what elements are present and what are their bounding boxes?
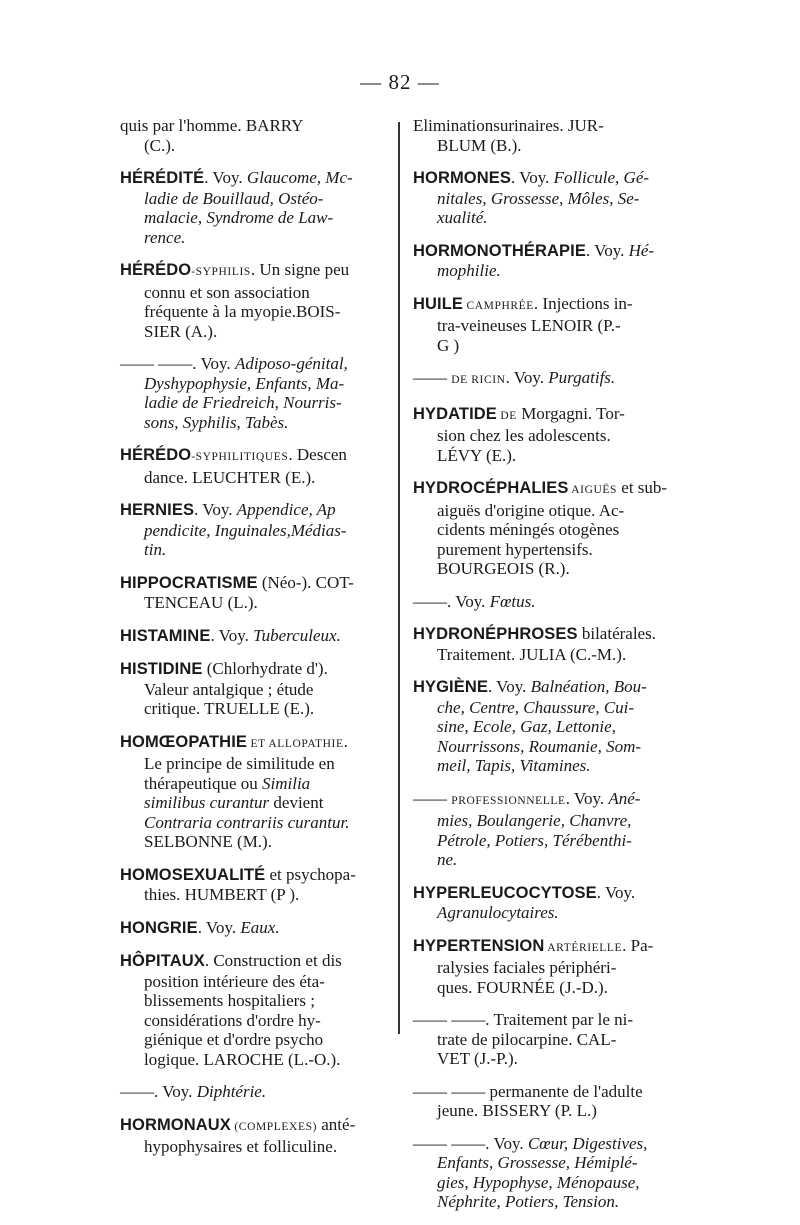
- entry-text: bilatérales.: [577, 624, 656, 643]
- entry-text: ques. FOURNÉE (J.-D.).: [437, 977, 608, 997]
- entry-reference: gies, Hypophyse, Ménopause,: [437, 1172, 640, 1192]
- entry-text: thérapeutique ou: [144, 773, 263, 793]
- entry-text: . Voy.: [510, 168, 554, 187]
- entry-line: [413, 1101, 693, 1121]
- entry-reference: Diphtérie.: [196, 1082, 267, 1101]
- entry-line: [413, 756, 693, 776]
- entry-text: PROFESSIONNELLE: [451, 794, 566, 807]
- entry-line: [413, 168, 693, 189]
- index-entry: [413, 1082, 693, 1121]
- index-entry: [120, 659, 392, 719]
- entry-text: . Descen: [288, 445, 347, 464]
- entry-text: —— ——. Voy.: [413, 1133, 528, 1153]
- entry-text: . Voy.: [585, 240, 629, 260]
- entry-headword: HIPPOCRATISME: [120, 573, 258, 592]
- entry-reference: sons, Syphilis, Tabès.: [144, 412, 289, 432]
- entry-line: [413, 1049, 693, 1069]
- entry-line: [120, 260, 392, 283]
- entry-headword: HÉRÉDO: [120, 446, 192, 464]
- entry-reference: similibus curantur: [144, 793, 270, 812]
- entry-line: [413, 811, 693, 831]
- entry-text: CAMPHRÉE: [463, 299, 534, 312]
- entry-line: [120, 813, 392, 833]
- entry-text: quis par l'homme. BARRY: [120, 116, 304, 135]
- entry-line: [413, 559, 693, 579]
- entry-line: [120, 374, 392, 394]
- entry-headword: HYDROCÉPHALIES: [413, 479, 569, 497]
- index-entry: [120, 260, 392, 341]
- entry-reference: Balnéation, Bou-: [530, 677, 647, 696]
- entry-reference: meil, Tapis, Vitamines.: [437, 756, 591, 775]
- entry-text: Traitement. JULIA (C.-M.).: [437, 644, 627, 664]
- entry-line: [413, 426, 693, 446]
- entry-text: -SYPHILIS: [191, 266, 251, 278]
- entry-line: [120, 754, 392, 774]
- entry-line: [413, 1134, 693, 1154]
- entry-text: anté-: [317, 1114, 356, 1134]
- entry-reference: ne.: [437, 850, 458, 869]
- entry-headword: HUILE: [413, 294, 463, 313]
- entry-line: [120, 1137, 392, 1157]
- entry-text: sion chez les adolescents.: [437, 426, 611, 445]
- entry-headword: HISTAMINE: [120, 626, 211, 645]
- entry-headword: HOMŒOPATHIE: [120, 732, 247, 751]
- entry-text: BOURGEOIS (R.).: [437, 559, 570, 578]
- entry-line: [120, 500, 392, 521]
- entry-headword: HORMONAUX: [120, 1115, 231, 1134]
- entry-headword: HÉRÉDITÉ: [120, 169, 205, 187]
- entry-line: [120, 354, 392, 374]
- entry-text: DE RICIN: [451, 374, 506, 386]
- entry-reference: mophilie.: [437, 261, 501, 280]
- index-entry: [120, 116, 392, 155]
- entry-line: [120, 322, 392, 342]
- entry-text: BLUM (B.).: [437, 135, 522, 155]
- entry-line: [120, 228, 392, 248]
- entry-line: [413, 261, 693, 281]
- right-column: [413, 116, 693, 1225]
- entry-text: thies. HUMBERT (P ).: [144, 885, 300, 904]
- entry-text: . Voy.: [194, 500, 237, 519]
- index-entry: [413, 478, 693, 579]
- entry-text: ——: [413, 368, 452, 387]
- entry-line: [120, 116, 392, 136]
- entry-line: [120, 468, 392, 488]
- entry-text: cidents méningés otogènes: [437, 520, 620, 539]
- entry-text: .: [343, 731, 348, 751]
- entry-headword: HYPERLEUCOCYTOSE: [413, 883, 597, 902]
- index-entry: [413, 592, 693, 612]
- entry-reference: Similia: [262, 773, 311, 793]
- index-entry: [413, 1010, 693, 1069]
- entry-text: VET (J.-P.).: [437, 1049, 518, 1068]
- entry-text: ——. Voy.: [120, 1082, 197, 1101]
- entry-line: [413, 677, 693, 698]
- entry-line: [413, 368, 693, 391]
- entry-reference: Adiposo-génital,: [234, 354, 348, 373]
- entry-line: [120, 991, 392, 1011]
- entry-line: [413, 540, 693, 560]
- entry-text: purement hypertensifs.: [437, 539, 593, 559]
- index-entry: [120, 354, 392, 432]
- entry-reference: Nourrissons, Roumanie, Som-: [437, 736, 642, 756]
- entry-text: TENCEAU (L.).: [144, 593, 258, 612]
- entry-reference: rence.: [144, 227, 186, 247]
- entry-line: [413, 831, 693, 851]
- entry-text: (Chlorhydrate d').: [202, 659, 328, 678]
- entry-text: —— ——. Voy.: [120, 354, 235, 373]
- entry-text: . Pa-: [622, 935, 654, 955]
- entry-headword: HONGRIE: [120, 918, 198, 937]
- entry-line: [413, 1082, 693, 1102]
- index-entry: [120, 168, 392, 247]
- entry-line: [120, 445, 392, 468]
- entry-text: (COMPLEXES): [230, 1120, 318, 1133]
- entry-line: [413, 789, 693, 812]
- entry-text: Eliminationsurinaires. JUR-: [413, 116, 604, 135]
- entry-reference: Néphrite, Potiers, Tension.: [437, 1192, 620, 1211]
- index-entry: [120, 1115, 392, 1157]
- entry-line: [413, 404, 693, 427]
- entry-text: devient: [269, 793, 324, 812]
- entry-text: hypophysaires et folliculine.: [144, 1137, 338, 1156]
- entry-text: . Voy.: [505, 368, 549, 387]
- entry-text: trate de pilocarpine. CAL-: [437, 1029, 617, 1049]
- index-entry: [413, 168, 693, 228]
- entry-reference: nitales, Grossesse, Môles, Se-: [437, 188, 640, 208]
- entry-line: [120, 832, 392, 852]
- entry-line: [120, 774, 392, 794]
- entry-line: [120, 189, 392, 209]
- entry-text: . Voy.: [197, 917, 241, 937]
- entry-reference: Contraria contrariis curantur.: [144, 812, 350, 832]
- entry-reference: mies, Boulangerie, Chanvre,: [437, 811, 632, 830]
- index-entry: [120, 500, 392, 560]
- entry-text: logique. LAROCHE (L.-O.).: [144, 1049, 341, 1069]
- index-entry: [120, 445, 392, 487]
- entry-line: [120, 393, 392, 413]
- entry-reference: Hé-: [628, 240, 655, 260]
- entry-line: [120, 972, 392, 992]
- entry-headword: HYDRONÉPHROSES: [413, 625, 578, 643]
- entry-text: . Voy.: [596, 882, 636, 902]
- entry-text: connu et son association: [144, 282, 310, 302]
- entry-line: [413, 1153, 693, 1173]
- entry-line: [413, 208, 693, 228]
- entry-text: SELBONNE (M.).: [144, 832, 272, 851]
- entry-text: . Voy.: [487, 677, 531, 696]
- entry-reference: che, Centre, Chaussure, Cui-: [437, 697, 635, 717]
- entry-line: [120, 540, 392, 560]
- entry-line: [120, 659, 392, 680]
- entry-line: [120, 699, 392, 719]
- index-entry: [120, 1082, 392, 1102]
- entry-line: [120, 283, 392, 303]
- entry-line: [413, 116, 693, 136]
- left-column: [120, 116, 392, 1170]
- entry-reference: Fœtus.: [489, 591, 536, 611]
- entry-headword: HYPERTENSION: [413, 936, 545, 955]
- entry-text: dance. LEUCHTER (E.).: [144, 467, 316, 487]
- entry-line: [413, 978, 693, 998]
- entry-line: [413, 624, 693, 645]
- entry-headword: HÉRÉDO: [120, 261, 192, 279]
- entry-text: —— —— permanente de l'adulte: [413, 1081, 643, 1101]
- entry-line: [120, 302, 392, 322]
- entry-line: [413, 136, 693, 156]
- index-entry: [413, 624, 693, 664]
- entry-line: [413, 189, 693, 209]
- entry-line: [413, 717, 693, 737]
- entry-text: G ): [437, 335, 460, 355]
- index-entry: [120, 918, 392, 939]
- entry-reference: Glaucome, Mc-: [246, 168, 353, 187]
- entry-line: [413, 316, 693, 336]
- entry-line: [413, 336, 693, 356]
- entry-line: [413, 1192, 693, 1212]
- entry-text: -SYPHILITIQUES: [191, 451, 289, 463]
- entry-text: jeune. BISSERY (P. L.): [437, 1101, 597, 1120]
- entry-line: [120, 732, 392, 755]
- entry-reference: ladie de Friedreich, Nourris-: [144, 393, 342, 412]
- entry-line: [120, 1115, 392, 1138]
- index-entry: [120, 865, 392, 905]
- entry-reference: malacie, Syndrome de Law-: [144, 208, 334, 227]
- entry-text: . Injections in-: [533, 293, 633, 313]
- entry-line: [413, 883, 693, 904]
- entry-text: Valeur antalgique ; étude: [144, 679, 314, 699]
- entry-line: [413, 958, 693, 978]
- entry-line: [413, 478, 693, 501]
- entry-text: Le principe de similitude en: [144, 754, 335, 773]
- entry-reference: Ané-: [608, 788, 641, 808]
- entry-text: giénique et d'ordre psycho: [144, 1030, 324, 1049]
- entry-line: [120, 680, 392, 700]
- entry-headword: HYDATIDE: [413, 404, 497, 423]
- entry-line: [413, 501, 693, 521]
- entry-line: [413, 1010, 693, 1030]
- entry-headword: HÔPITAUX: [120, 952, 205, 970]
- entry-text: . Voy.: [565, 788, 609, 808]
- column-divider: [398, 122, 400, 1034]
- entry-reference: pendicite, Inguinales,Médias-: [144, 520, 347, 540]
- entry-text: tra-veineuses LENOIR (P.-: [437, 316, 621, 335]
- entry-text: (C.).: [144, 135, 176, 155]
- index-entry: [120, 951, 392, 1069]
- entry-line: [120, 136, 392, 156]
- entry-reference: Agranulocytaires.: [437, 903, 559, 922]
- entry-text: . Construction et dis: [204, 951, 342, 970]
- index-entry: [413, 677, 693, 776]
- entry-reference: Appendice, Ap: [236, 500, 336, 519]
- entry-line: [413, 936, 693, 959]
- entry-text: et psychopa-: [265, 864, 356, 884]
- entry-reference: xualité.: [437, 208, 488, 227]
- index-entry: [413, 883, 693, 923]
- index-entry: [413, 936, 693, 998]
- index-entry: [413, 294, 693, 356]
- entry-line: [120, 573, 392, 594]
- entry-line: [413, 645, 693, 665]
- entry-line: [120, 951, 392, 972]
- entry-text: considérations d'ordre hy-: [144, 1010, 321, 1030]
- entry-headword: HERNIES: [120, 501, 195, 519]
- entry-line: [120, 793, 392, 813]
- entry-text: . Voy.: [210, 625, 254, 645]
- entry-line: [413, 1173, 693, 1193]
- entry-reference: Dyshypophysie, Enfants, Ma-: [144, 373, 345, 393]
- entry-text: AIGUËS: [568, 484, 618, 496]
- index-entry: [413, 789, 693, 870]
- entry-text: ET ALLOPATHIE: [247, 737, 344, 750]
- entry-line: [413, 241, 693, 262]
- entry-line: [120, 168, 392, 189]
- entry-reference: Enfants, Grossesse, Hémiplé-: [437, 1153, 638, 1172]
- entry-reference: Follicule, Gé-: [553, 168, 650, 187]
- entry-text: —— ——. Traitement par le ni-: [413, 1010, 634, 1029]
- entry-line: [120, 208, 392, 228]
- index-entry: [120, 573, 392, 613]
- index-entry: [413, 368, 693, 391]
- index-entry: [413, 116, 693, 155]
- index-entry: [413, 404, 693, 466]
- entry-reference: sine, Ecole, Gaz, Lettonie,: [437, 717, 616, 736]
- entry-line: [413, 737, 693, 757]
- entry-line: [120, 521, 392, 541]
- entry-line: [120, 1082, 392, 1102]
- entry-text: SIER (A.).: [144, 321, 218, 341]
- entry-headword: HORMONES: [413, 169, 511, 187]
- entry-line: [413, 1030, 693, 1050]
- entry-text: ——: [413, 788, 452, 808]
- entry-line: [120, 865, 392, 886]
- entry-reference: Eaux.: [240, 917, 280, 937]
- entry-reference: ladie de Bouillaud, Ostéo-: [144, 188, 324, 208]
- entry-text: ——. Voy.: [413, 591, 490, 611]
- entry-headword: HORMONOTHÉRAPIE: [413, 241, 586, 260]
- entry-text: aiguës d'origine otique. Ac-: [437, 500, 625, 520]
- index-entry: [413, 241, 693, 281]
- entry-text: critique. TRUELLE (E.).: [144, 699, 315, 718]
- entry-text: blissements hospitaliers ;: [144, 991, 315, 1010]
- entry-text: . Voy.: [204, 168, 247, 187]
- entry-reference: Tuberculeux.: [253, 625, 341, 645]
- entry-line: [120, 885, 392, 905]
- entry-headword: HOMOSEXUALITÉ: [120, 865, 266, 884]
- entry-headword: HISTIDINE: [120, 660, 203, 678]
- entry-text: Morgagni. Tor-: [516, 403, 625, 423]
- entry-text: position intérieure des éta-: [144, 971, 325, 991]
- entry-reference: Cœur, Digestives,: [527, 1133, 648, 1153]
- entry-line: [413, 446, 693, 466]
- page-number: — 82 —: [360, 70, 440, 94]
- entry-reference: Pétrole, Potiers, Térébenthi-: [437, 830, 632, 850]
- entry-line: [413, 294, 693, 317]
- entry-line: [120, 593, 392, 613]
- entry-headword: HYGIÈNE: [413, 678, 488, 696]
- entry-line: [120, 918, 392, 939]
- index-entry: [120, 732, 392, 852]
- entry-text: fréquente à la myopie.BOIS-: [144, 302, 341, 321]
- entry-line: [120, 1030, 392, 1050]
- entry-reference: Purgatifs.: [548, 368, 616, 387]
- entry-line: [413, 698, 693, 718]
- index-entry: [120, 626, 392, 647]
- entry-text: (Néo-). COT-: [257, 572, 354, 592]
- entry-text: DE: [496, 409, 517, 422]
- entry-text: LÉVY (E.).: [437, 445, 517, 465]
- entry-line: [413, 850, 693, 870]
- entry-line: [120, 1011, 392, 1031]
- entry-text: ARTÉRIELLE: [544, 941, 623, 954]
- entry-text: . Un signe peu: [250, 260, 350, 279]
- entry-line: [413, 592, 693, 612]
- entry-reference: tin.: [144, 540, 167, 559]
- entry-line: [413, 520, 693, 540]
- entry-line: [120, 1050, 392, 1070]
- entry-line: [413, 903, 693, 923]
- entry-text: et sub-: [617, 478, 668, 497]
- entry-line: [120, 413, 392, 433]
- entry-text: ralysies faciales périphéri-: [437, 958, 617, 977]
- entry-line: [120, 626, 392, 647]
